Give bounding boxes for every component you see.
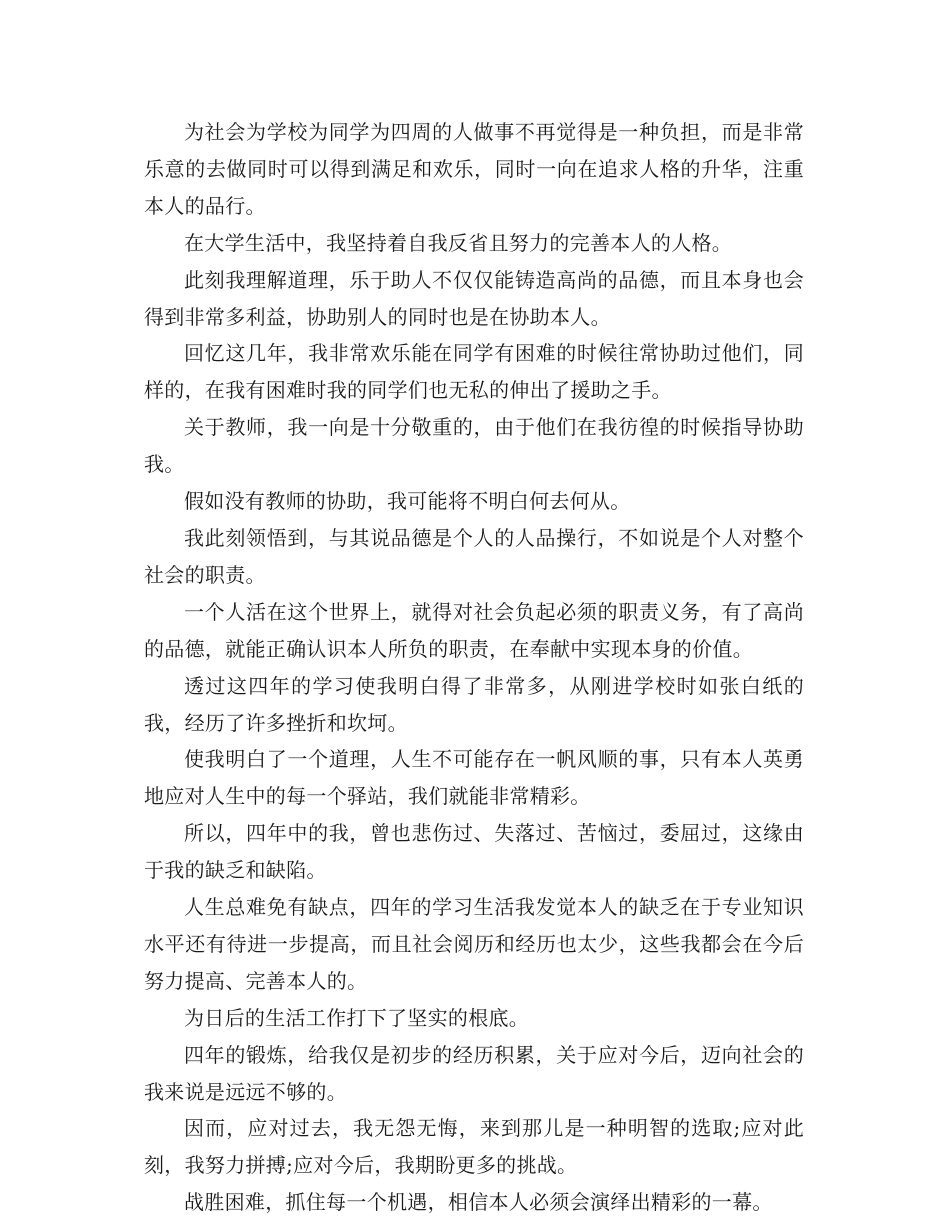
paragraph: 回忆这几年，我非常欢乐能在同学有困难的时候往常协助过他们，同样的，在我有困难时我的同学们也无私的伸出了援助之手。 (144, 341, 804, 403)
paragraph: 关于教师，我一向是十分敬重的，由于他们在我彷徨的时候指导协助我。 (144, 415, 804, 477)
paragraph: 人生总难免有缺点，四年的学习生活我发觉本人的缺乏在于专业知识水平还有待进一步提高，而且社会阅历和经历也太少，这些我都会在今后努力提高、完善本人的。 (144, 895, 804, 993)
paragraph: 在大学生活中，我坚持着自我反省且努力的完善本人的人格。 (184, 230, 733, 255)
paragraph: 所以，四年中的我，曾也悲伤过、失落过、苦恼过，委屈过，这缘由于我的缺乏和缺陷。 (144, 821, 804, 883)
paragraph: 因而，应对过去，我无怨无悔，来到那儿是一种明智的选取;应对此刻，我努力拼搏;应对今后，我期盼更多的挑战。 (144, 1116, 804, 1178)
paragraph: 我此刻领悟到，与其说品德是个人的人品操行，不如说是个人对整个社会的职责。 (144, 525, 804, 587)
paragraph: 使我明白了一个道理，人生不可能存在一帆风顺的事，只有本人英勇地应对人生中的每一个驿站，我们就能非常精彩。 (144, 747, 804, 809)
paragraph: 透过这四年的学习使我明白得了非常多，从刚进学校时如张白纸的我，经历了许多挫折和坎坷。 (144, 673, 804, 735)
paragraph: 为社会为学校为同学为四周的人做事不再觉得是一种负担，而是非常乐意的去做同时可以得到满足和欢乐，同时一向在追求人格的升华，注重本人的品行。 (144, 120, 804, 218)
paragraph: 四年的锻炼，给我仅是初步的经历积累，关于应对今后，迈向社会的我来说是远远不够的。 (144, 1042, 804, 1104)
document-body (144, 114, 804, 1221)
paragraph: 假如没有教师的协助，我可能将不明白何去何从。 (184, 489, 631, 514)
paragraph: 战胜困难，抓住每一个机遇，相信本人必须会演绎出精彩的一幕。 (184, 1190, 773, 1215)
paragraph: 为日后的生活工作打下了坚实的根底。 (184, 1005, 530, 1030)
paragraph: 此刻我理解道理，乐于助人不仅仅能铸造高尚的品德，而且本身也会得到非常多利益，协助别人的同时也是在协助本人。 (144, 267, 804, 329)
paragraph: 一个人活在这个世界上，就得对社会负起必须的职责义务，有了高尚的品德，就能正确认识本人所负的职责，在奉献中实现本身的价值。 (144, 599, 804, 661)
